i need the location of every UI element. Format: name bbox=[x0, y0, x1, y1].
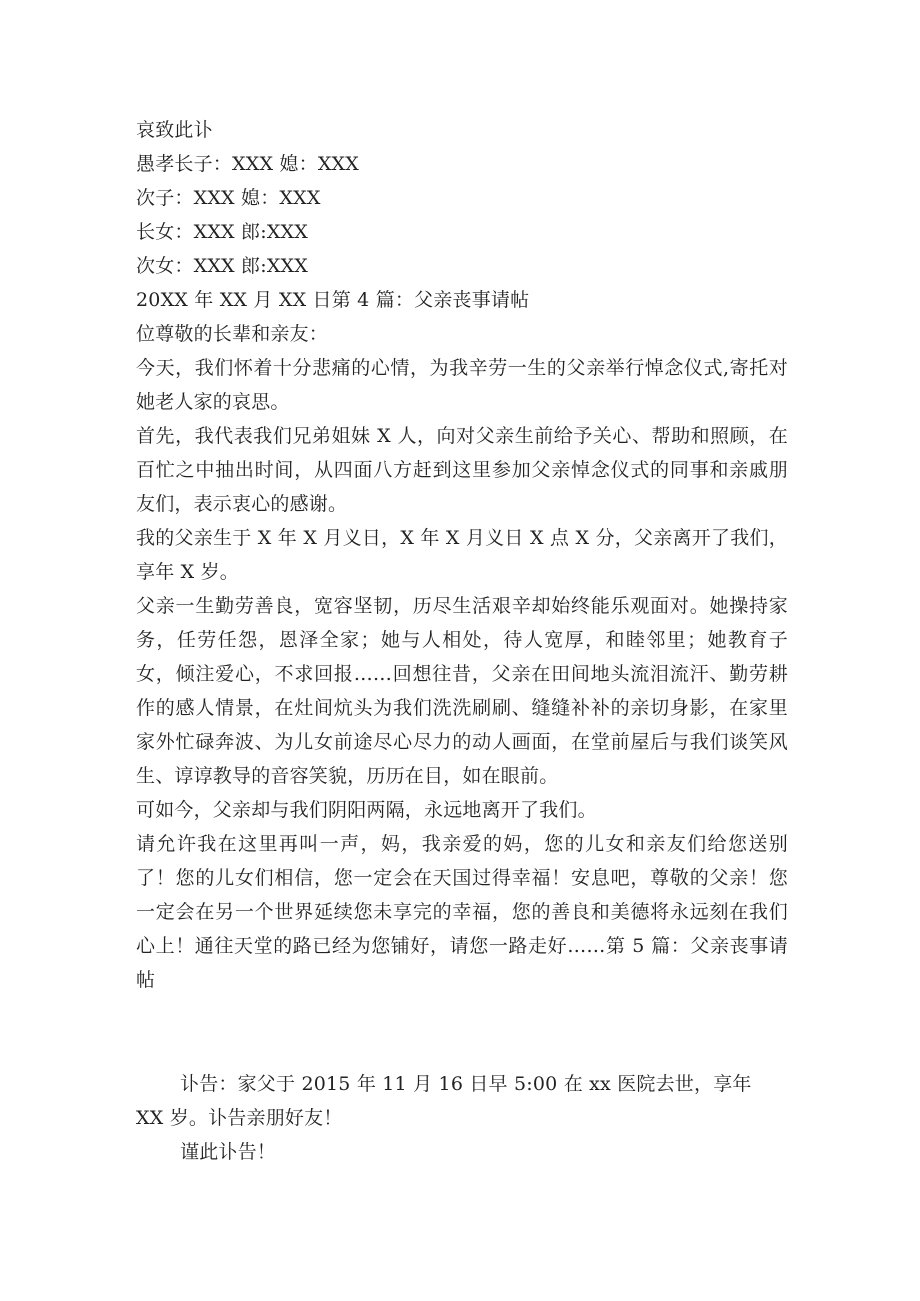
salutation: 位尊敬的长辈和亲友： bbox=[136, 323, 329, 345]
paragraph-tribute: 父亲一生勤劳善良，宽容坚韧，历尽生活艰辛却始终能乐观面对。她操持家务，任劳任怨，恩泽全家；她与人相处，待人宽厚，和睦邻里；她教育子女，倾注爱心，不求回报……回想往昔，父亲在田间地头流泪流汗、勤劳耕作的感人情景，在灶间炕头为我们洗洗刷刷、缝缝补补的亲切身影，在家里家外忙碌奔波、为儿女前途尽心尽力的动人画面，在堂前屋后与我们谈笑风生、谆谆教导的音容笑貌，历历在目，如在眼前。 bbox=[136, 595, 788, 787]
paragraph-prayer: 请允许我在这里再叫一声，妈，我亲爱的妈，您的儿女和亲友们给您送别了！您的儿女们相信，您一定会在天国过得幸福！安息吧，尊敬的父亲！您一定会在另一个世界延续您未享完的幸福，您的善良和美德将永远刻在我们心上！通往天堂的路已经为您铺好，请您一路走好……第 5 篇：父亲丧事请帖 bbox=[136, 833, 788, 991]
paragraph-farewell: 可如今，父亲却与我们阴阳两隔，永远地离开了我们。 bbox=[136, 799, 597, 821]
header-line-eldest-son: 愚孝长子：XXX 媳：XXX bbox=[136, 153, 359, 175]
obituary-notice: 讣告：家父于 2015 年 11 月 16 日早 5:00 在 xx 医院去世，享年 XX 岁。讣告亲朋好友！ bbox=[136, 1073, 752, 1129]
header-line-date-title: 20XX 年 XX 月 XX 日第 4 篇：父亲丧事请帖 bbox=[136, 289, 530, 311]
paragraph-dates: 我的父亲生于 X 年 X 月义日，X 年 X 月义日 X 点 X 分，父亲离开了我们，享年 X 岁。 bbox=[136, 527, 788, 583]
paragraph-opening: 今天，我们怀着十分悲痛的心情，为我辛劳一生的父亲举行悼念仪式,寄托对她老人家的哀思。 bbox=[136, 357, 788, 413]
header-line-second-son: 次子：XXX 媳：XXX bbox=[136, 187, 321, 209]
header-line-closing: 哀致此讣 bbox=[136, 119, 213, 141]
obituary-closing: 谨此讣告！ bbox=[180, 1141, 277, 1163]
header-line-second-daughter: 次女：XXX 郎:XXX bbox=[136, 255, 308, 277]
paragraph-thanks: 首先，我代表我们兄弟姐妹 X 人，向对父亲生前给予关心、帮助和照顾，在百忙之中抽出时间，从四面八方赶到这里参加父亲悼念仪式的同事和亲戚朋友们，表示衷心的感谢。 bbox=[136, 425, 788, 515]
header-line-eldest-daughter: 长女：XXX 郎:XXX bbox=[136, 221, 308, 243]
